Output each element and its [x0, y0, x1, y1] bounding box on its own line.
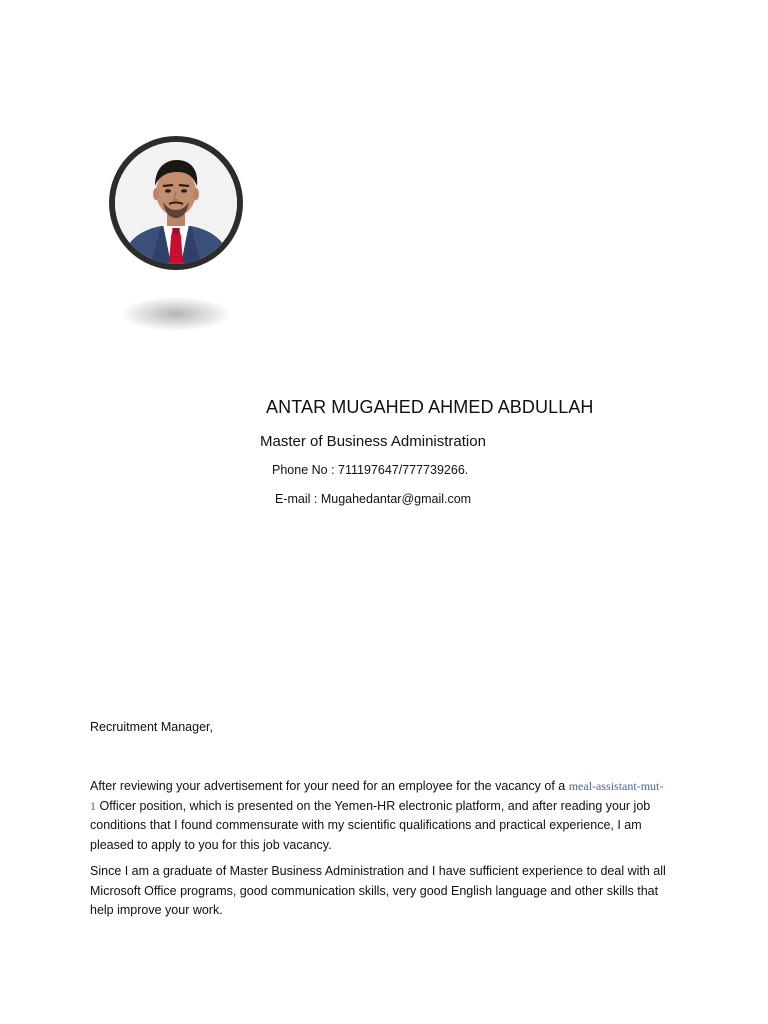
photo-shadow [121, 297, 231, 331]
paragraph-line: conditions that I found commensurate with my scientific qualifications and practical experience, I am [90, 818, 642, 832]
email-address: E-mail : Mugahedantar@gmail.com [275, 492, 472, 506]
paragraph-text: After reviewing your advertisement for your need for an employee for the vacancy of a [90, 779, 569, 793]
paragraph-intro [90, 777, 690, 855]
paragraph-line: Microsoft Office programs, good communication skills, very good English language and other skills that [90, 883, 659, 898]
paragraph-line [90, 777, 690, 797]
salutation: Recruitment Manager, [90, 720, 213, 734]
paragraph-line: Since I am a graduate of Master Business Administration and I have sufficient experience to deal with all [90, 864, 666, 878]
job-title-link-continued[interactable]: 1 [90, 798, 96, 813]
paragraph-line [90, 797, 690, 817]
paragraph-line: help improve your work. [90, 903, 223, 917]
profile-photo [109, 136, 243, 270]
paragraph-text: Officer position, which is presented on the Yemen-HR electronic platform, and after reading your job [96, 798, 651, 813]
profile-portrait-icon [115, 142, 237, 264]
applicant-degree: Master of Business Administration [260, 433, 486, 450]
paragraph-line: pleased to apply to you for this job vacancy. [90, 837, 332, 852]
job-title-link[interactable]: meal-assistant-mut- [568, 779, 664, 793]
phone-number: Phone No : 711197647/777739266. [272, 463, 469, 477]
paragraph-qualifications [90, 862, 690, 921]
applicant-name: ANTAR MUGAHED AHMED ABDULLAH [266, 397, 594, 417]
